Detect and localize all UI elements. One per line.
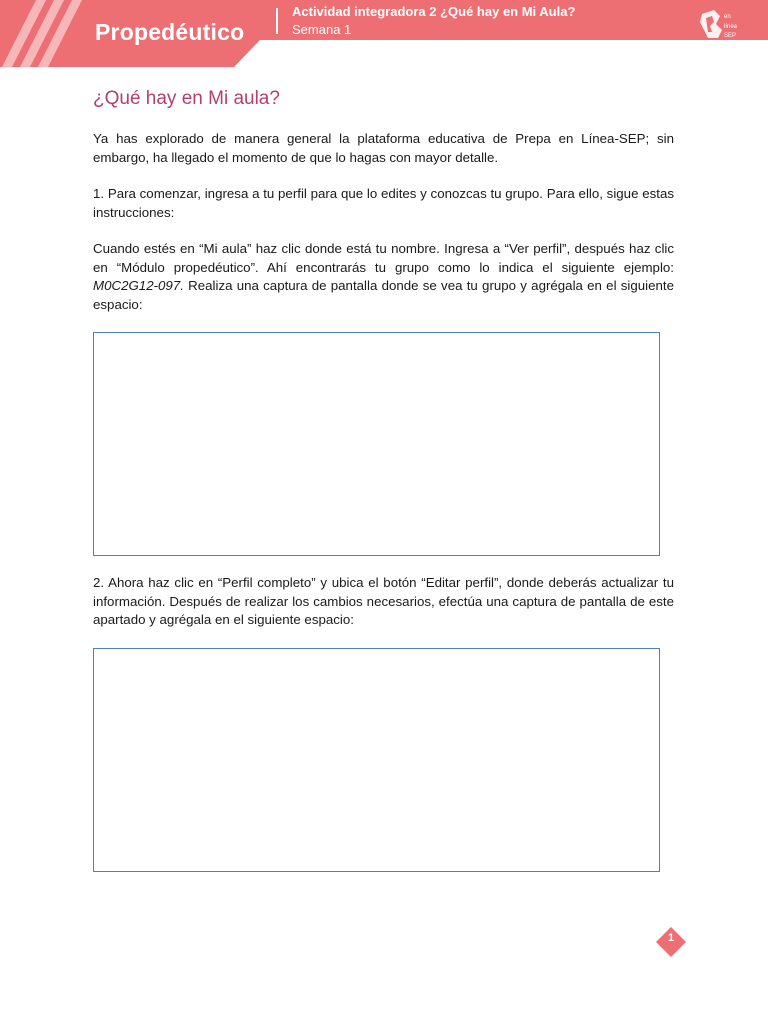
activity-title: Actividad integradora 2 ¿Qué hay en Mi Aula? [292,4,576,19]
step-1-paragraph: 1. Para comenzar, ingresa a tu perfil para que lo edites y conozcas tu grupo. Para ello, sigue estas instrucciones: [93,186,674,220]
brand-title: Propedéutico [95,19,245,45]
page-number-badge [654,925,688,959]
group-example: M0C2G12-097. [93,278,184,293]
instructions-paragraph [93,240,674,314]
intro-paragraph: Ya has explorado de manera general la plataforma educativa de Prepa en Línea-SEP; sin embargo, ha llegado el momento de que lo hagas con mayor detalle. [93,131,674,165]
prepa-en-linea-logo [698,8,742,42]
svg-text:línea: línea [724,24,738,30]
instructions-text-before: Cuando estés en “Mi aula” haz clic donde está tu nombre. Ingresa a “Ver perfil”, después haz clic en “Módulo propedéutico”. Ahí encontrarás tu grupo como lo indica el siguiente ejemplo: [93,241,674,275]
step-2-paragraph: 2. Ahora haz clic en “Perfil completo” y ubica el botón “Editar perfil”, donde deberás actualizar tu información. Después de realizar los cambios necesarios, efectúa una captura de pantalla de este apartado y agrégala en el siguiente espacio: [93,575,674,627]
screenshot-space-2[interactable] [93,648,660,872]
instructions-text-after: Realiza una captura de pantalla donde se vea tu grupo y agrégala en el siguiente espacio: [93,278,674,312]
svg-text:en: en [724,14,731,20]
page-header [0,0,768,67]
header-divider [276,8,278,34]
svg-text:SEP: SEP [724,33,737,39]
page-number: 1 [667,932,675,944]
screenshot-space-1[interactable] [93,332,660,556]
page-title: ¿Qué hay en Mi aula? [93,88,280,109]
document-body [93,88,674,890]
week-label: Semana 1 [292,22,352,37]
